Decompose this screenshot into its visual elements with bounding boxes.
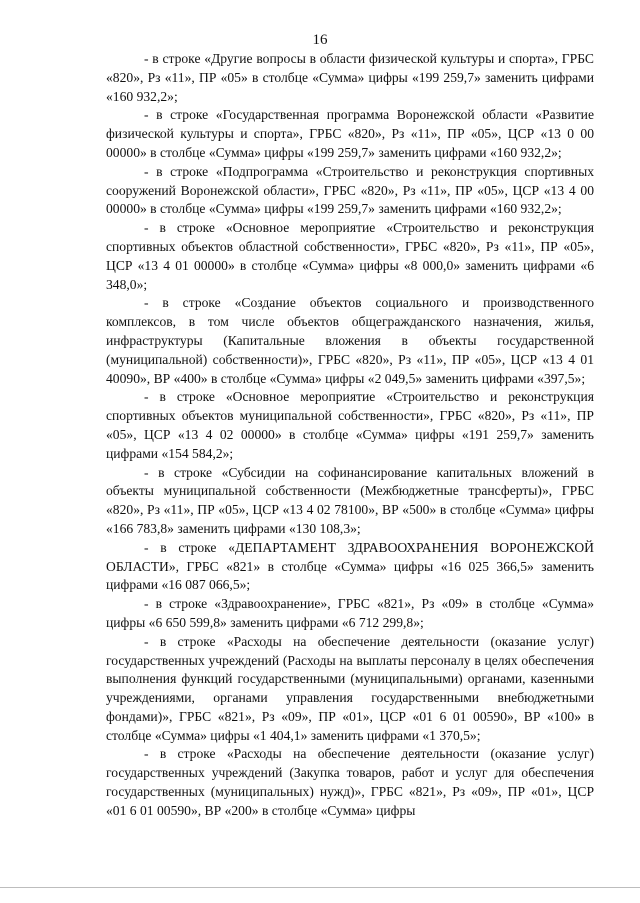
amendment-paragraph: - в строке «Другие вопросы в области физической культуры и спорта», ГРБС «820», Рз «11», ПР «05» в столбце «Сумма» цифры «199 259,7» заменить цифрами «160 932,2»; <box>106 51 594 104</box>
amendment-paragraph: - в строке «Расходы на обеспечение деятельности (оказание услуг) государственных учреждений (Закупка товаров, работ и услуг для обеспечения государственных (муниципальных) нужд)», ГРБС «821», Рз «09», ПР «01», ЦСР «01 6 01 00590», ВР «200» в столбце «Сумма» цифры <box>106 746 594 818</box>
page-bottom-divider <box>0 887 640 888</box>
amendment-paragraph: - в строке «Расходы на обеспечение деятельности (оказание услуг) государственных учреждений (Расходы на выплаты персоналу в целях обеспечения выполнения функций государственными (муниципальными) органами, казенными учреждениями, органами управления государственными внебюджетными фондами)», ГРБС «821», Рз «09», ПР «01», ЦСР «01 6 01 00590», ВР «100» в столбце «Сумма» цифры «1 404,1» заменить цифрами «1 370,5»; <box>106 633 594 743</box>
document-body <box>106 50 594 821</box>
amendment-paragraph: - в строке «Субсидии на софинансирование капитальных вложений в объекты муниципальной собственности (Межбюджетные трансферты)», ГРБС «820», Рз «11», ПР «05», ЦСР «13 4 02 78100», ВР «500» в столбце «Сумма» цифры «166 783,8» заменить цифрами «130 108,3»; <box>106 464 594 536</box>
amendment-paragraph: - в строке «ДЕПАРТАМЕНТ ЗДРАВООХРАНЕНИЯ ВОРОНЕЖСКОЙ ОБЛАСТИ», ГРБС «821» в столбце «Сумма» цифры «16 025 366,5» заменить цифрами «16 087 066,5»; <box>106 539 594 593</box>
amendment-paragraph: - в строке «Государственная программа Воронежской области «Развитие физической культуры и спорта», ГРБС «820», Рз «11», ПР «05», ЦСР «13 0 00 00000» в столбце «Сумма» цифры «199 259,7» заменить цифрами «160 932,2»; <box>106 107 594 160</box>
amendment-paragraph: - в строке «Здравоохранение», ГРБС «821», Рз «09» в столбце «Сумма» цифры «6 650 599,8» заменить цифрами «6 712 299,8»; <box>106 596 594 630</box>
amendment-paragraph: - в строке «Основное мероприятие «Строительство и реконструкция спортивных объектов областной собственности», ГРБС «820», Рз «11», ПР «05», ЦСР «13 4 01 00000» в столбце «Сумма» цифры «8 000,0» заменить цифрами «6 348,0»; <box>106 220 594 292</box>
amendment-paragraph: - в строке «Подпрограмма «Строительство и реконструкция спортивных сооружений Воронежской области», ГРБС «820», Рз «11», ПР «05», ЦСР «13 4 00 00000» в столбце «Сумма» цифры «199 259,7» заменить цифрами «160 932,2»; <box>106 163 594 217</box>
amendment-paragraph: - в строке «Основное мероприятие «Строительство и реконструкция спортивных объектов муниципальной собственности», ГРБС «820», Рз «11», ПР «05», ЦСР «13 4 02 00000» в столбце «Сумма» цифры «191 259,7» заменить цифрами «154 584,2»; <box>106 389 594 461</box>
amendment-paragraph: - в строке «Создание объектов социального и производственного комплексов, в том числе объектов общегражданского назначения, жилья, инфраструктуры (Капитальные вложения в объекты государственной (муниципальной) собственности)», ГРБС «820», Рз «11», ПР «05», ЦСР «13 4 01 40090», ВР «400» в столбце «Сумма» цифры «2 049,5» заменить цифрами «397,5»; <box>106 295 594 386</box>
page-number: 16 <box>312 32 328 48</box>
